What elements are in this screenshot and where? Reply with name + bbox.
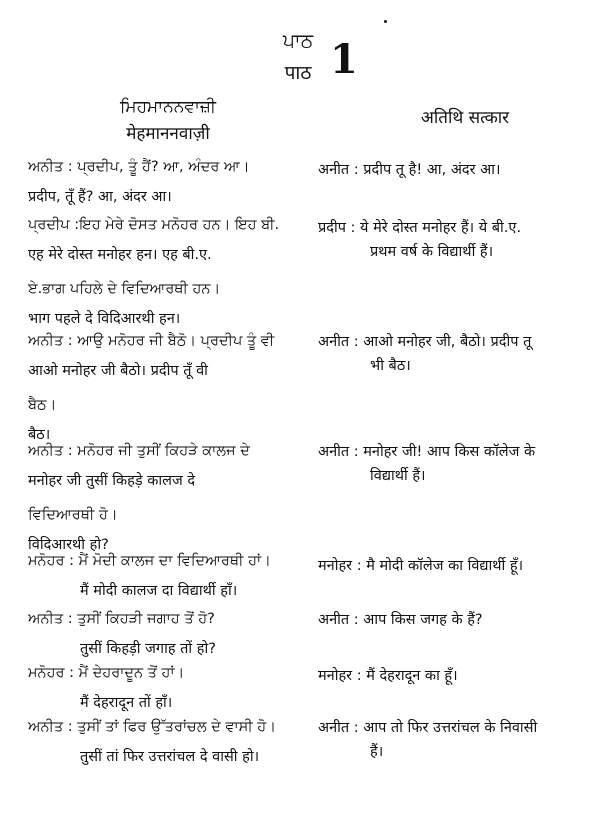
dialogue-line: प्रदीप, तूँ हैं? आ, अंदर आ। [28, 189, 172, 205]
dialogue-line: भाग पहले दे विदिआरथी हन। [28, 311, 181, 327]
dialogue-right-2 [318, 216, 598, 264]
dialogue-line: ਮਨੋਹਰ : ਮੈਂ ਦੇਹਰਾਦੂਨ ਤੋਂ ਹਾਂ। [28, 665, 185, 681]
dialogue-line: ਅਨੀਤ : ਪ੍ਰਦੀਪ, ਤੂੰ ਹੈਂ? ਆ, ਅੰਦਰ ਆ। [28, 159, 250, 175]
right-column-title: अतिथि सत्कार [420, 108, 510, 128]
dialogue-line: भी बैठ। [370, 358, 411, 374]
lesson-label-devanagari: पाठ [284, 62, 312, 84]
dialogue-right-4 [318, 440, 598, 488]
dialogue-line: ਪ੍ਰਦੀਪ :ਇਹ ਮੇਰੇ ਦੋਸਤ ਮਨੋਹਰ ਹਨ। ਇਹ ਬੀ. [28, 217, 280, 233]
dialogue-line: ਅਨੀਤ : ਤੁਸੀਂ ਕਿਹੜੀ ਜਗਾਹ ਤੋਂ ਹੋ? [28, 611, 215, 627]
dialogue-right-8 [318, 716, 598, 764]
dialogue-line: मनोहर : मैं देहरादून का हूँ। [318, 668, 458, 684]
dialogue-line: एह मेरे दोस्त मनोहर हन। एह बी.ए. [28, 247, 212, 263]
dialogue-left-8 [28, 712, 328, 772]
page-speck [384, 20, 387, 23]
dialogue-line: अनीत : आप तो फिर उत्तरांचल के निवासी [318, 720, 538, 736]
left-column-title-gurmukhi: ਮਿਹਮਾਨਨਵਾਜ਼ੀ [119, 97, 217, 117]
dialogue-left-5 [28, 546, 328, 606]
dialogue-line: अनीत : आप किस जगह के हैं? [318, 612, 483, 628]
dialogue-line: तुसीं तां फिर उत्तरांचल दे वासी हो। [80, 749, 260, 765]
dialogue-line: ਮਨੋਹਰ : ਮੈਂ ਮੋਦੀ ਕਾਲਜ ਦਾ ਵਿਦਿਆਰਥੀ ਹਾਂ। [28, 553, 271, 569]
dialogue-line: ਏ.ਭਾਗ ਪਹਿਲੇ ਦੇ ਵਿਦਿਆਰਥੀ ਹਨ। [28, 281, 221, 297]
dialogue-left-2 [28, 210, 328, 334]
dialogue-line: ਅਨੀਤ : ਮਨੋਹਰ ਜੀ ਤੁਸੀਂ ਕਿਹੜੇ ਕਾਲਜ ਦੇ [28, 443, 250, 459]
dialogue-line: मैं देहरादून तों हाँ। [80, 695, 173, 711]
lesson-label-gurmukhi: ਪਾਠ [282, 30, 314, 52]
dialogue-line: विदिआरथी हो? [28, 537, 109, 553]
dialogue-line: ਬੈਠ। [28, 397, 57, 413]
left-column-title-devanagari: मेहमाननवाज़ी [126, 124, 210, 144]
dialogue-line: ਅਨੀਤ : ਆਉ ਮਨੋਹਰ ਜੀ ਬੈਠੋ। ਪ੍ਰਦੀਪ ਤੂੰ ਵੀ [28, 333, 275, 349]
dialogue-left-1 [28, 152, 328, 212]
dialogue-line: हैं। [370, 744, 384, 760]
dialogue-left-4 [28, 436, 328, 560]
dialogue-line: ਵਿਦਿਆਰਥੀ ਹੋ। [28, 507, 118, 523]
dialogue-right-6 [318, 608, 598, 632]
dialogue-line: प्रदीप : ये मेरे दोस्त मनोहर हैं। ये बी.ए. [318, 220, 522, 236]
dialogue-line: तुसीं किहड़ी जगाह तों हो? [80, 641, 216, 657]
dialogue-line: मनोहर : मै मोदी कॉलेज का विद्यार्थी हूँ। [318, 558, 524, 574]
dialogue-left-6 [28, 604, 328, 664]
dialogue-line: प्रथम वर्ष के विद्यार्थी हैं। [370, 244, 494, 260]
dialogue-line: अनीत : आओ मनोहर जी, बैठो। प्रदीप तू [318, 334, 532, 350]
dialogue-right-3 [318, 330, 598, 378]
dialogue-line: मनोहर जी तुसीं किहड़े कालज दे [28, 473, 196, 489]
dialogue-left-3 [28, 326, 328, 450]
dialogue-line: बैठ। [28, 427, 51, 443]
dialogue-line: विद्यार्थी हैं। [370, 468, 426, 484]
dialogue-line: आओ मनोहर जी बैठो। प्रदीप तूँ वी [28, 363, 208, 379]
dialogue-left-7 [28, 658, 328, 718]
dialogue-right-5 [318, 554, 598, 578]
dialogue-line: ਅਨੀਤ : ਤੁਸੀਂ ਤਾਂ ਫਿਰ ਉੱਤਰਾਂਚਲ ਦੇ ਵਾਸੀ ਹੋ। [28, 719, 276, 735]
dialogue-right-1 [318, 158, 598, 182]
dialogue-right-7 [318, 664, 598, 688]
dialogue-line: अनीत : प्रदीप तू है! आ, अंदर आ। [318, 162, 501, 178]
dialogue-line: मैं मोदी कालज दा विद्यार्थी हाँ। [80, 583, 238, 599]
dialogue-line: अनीत : मनोहर जी! आप किस कॉलेज के [318, 444, 536, 460]
lesson-number: 1 [330, 36, 358, 83]
